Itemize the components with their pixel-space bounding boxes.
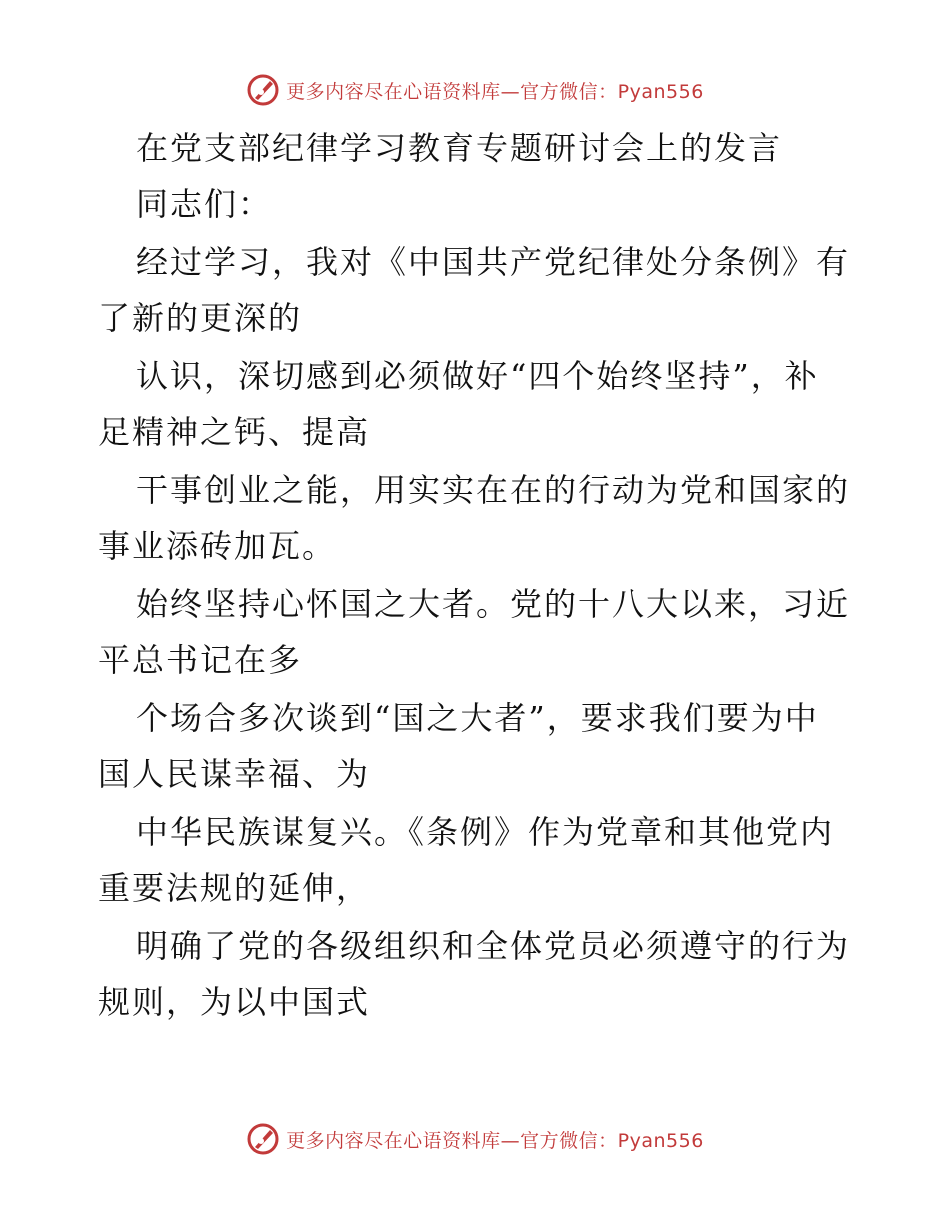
paragraph-line: 个场合多次谈到“国之大者”，要求我们要为中 (136, 699, 819, 737)
paragraph-line: 了新的更深的 (98, 299, 303, 337)
paragraph-line: 中华民族谋复兴。《条例》作为党章和其他党内 (136, 813, 835, 851)
paragraph-line: 始终坚持心怀国之大者。党的十八大以来，习近 (136, 585, 851, 623)
paragraph-line: 平总书记在多 (98, 641, 303, 679)
footer-banner-text: 更多内容尽在心语资料库—官方微信：Pyan556 (286, 1129, 704, 1152)
header-banner-text: 更多内容尽在心语资料库—官方微信：Pyan556 (286, 80, 704, 103)
document-body (98, 120, 858, 1030)
paragraph-line: 经过学习，我对《中国共产党纪律处分条例》有 (136, 243, 851, 281)
paragraph-line: 国人民谋幸福、为 (98, 755, 371, 793)
paragraph-line: 足精神之钙、提高 (98, 413, 371, 451)
quill-seal-icon (246, 73, 280, 107)
paragraph-line: 事业添砖加瓦。 (98, 527, 337, 565)
paragraph-line: 重要法规的延伸， (98, 869, 371, 907)
greeting: 同志们： (136, 185, 273, 223)
quill-seal-icon (246, 1122, 280, 1156)
header-banner (0, 70, 950, 110)
paragraph-line: 认识，深切感到必须做好“四个始终坚持”，补 (136, 357, 819, 395)
paragraph-line: 明确了党的各级组织和全体党员必须遵守的行为 (136, 927, 851, 965)
paragraph-line: 干事创业之能，用实实在在的行动为党和国家的 (136, 471, 851, 509)
document-title: 在党支部纪律学习教育专题研讨会上的发言 (136, 129, 783, 167)
footer-banner (0, 1119, 950, 1159)
paragraph-line: 规则，为以中国式 (98, 983, 371, 1021)
